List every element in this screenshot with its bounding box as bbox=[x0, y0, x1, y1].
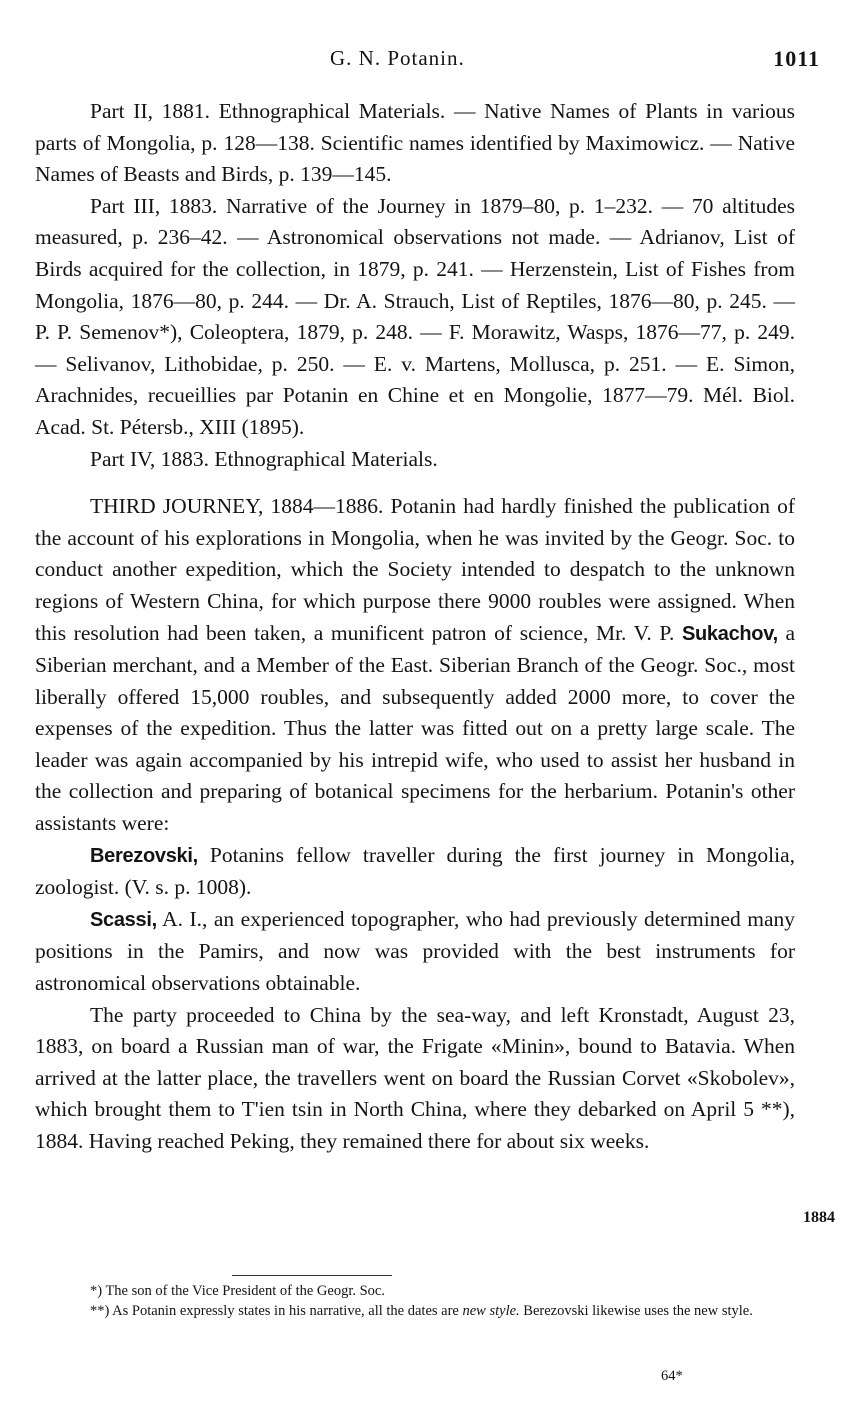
berezovski-text: Potanins fellow traveller during the first journey in Mongolia, zoologist. (V. s. p. 1008). bbox=[35, 842, 795, 900]
footnotes bbox=[35, 1281, 795, 1321]
footnote-rule bbox=[232, 1275, 392, 1276]
paragraph-part-4: Part IV, 1883. Ethnographical Materials. bbox=[90, 446, 438, 471]
third-journey-text-a: THIRD JOURNEY, 1884—1886. Potanin had hardly finished the publication of the account of his explorations in Mongolia, when he was invited by the Geogr. Soc. to conduct another expedition, which the Society intended to despatch to the unknown regions of Western China, for which purpose there 9000 roubles were assigned. When this resolution had been taken, a munificent patron of science, Mr. V. P. bbox=[35, 494, 795, 645]
section-gap bbox=[35, 475, 795, 491]
paragraph-sea-way: The party proceeded to China by the sea-way, and left Kronstadt, August 23, 1883, on board a Russian man of war, the Frigate «Minin», bound to Batavia. When arrived at the latter place, the travellers went on board the Russian Corvet «Skobolev», which brought them to T'ien tsin in North China, where they debarked on April 5 **), 1884. Having reached Peking, they remained there for about six weeks. bbox=[35, 1002, 795, 1153]
footnote-2 bbox=[35, 1301, 795, 1321]
name-berezovski: Berezovski, bbox=[90, 844, 198, 867]
paragraph-third-journey bbox=[35, 491, 795, 840]
third-journey-text-b: a Siberian merchant, and a Member of the East. Siberian Branch of the Geogr. Soc., most liberally offered 15,000 roubles, and subsequently added 2000 more, to cover the expenses of the expedition. Thus the latter was fitted out on a pretty large scale. The leader was again accompanied by his intrepid wife, who used to assist her husband in the collection and preparing of botanical specimens for the herbarium. Potanin's other assistants were: bbox=[35, 620, 795, 836]
running-header bbox=[0, 46, 850, 76]
footnote-2-text-a: **) As Potanin expressly states in his narrative, all the dates are bbox=[90, 1303, 463, 1319]
name-sukachov: Sukachov, bbox=[681, 622, 778, 645]
paragraph-scassi bbox=[35, 904, 795, 1000]
paragraph-part-3: Part III, 1883. Narrative of the Journey in 1879–80, p. 1–232. — 70 altitudes measured, p. 236–42. — Astronomical observations not made. — Adrianov, List of Birds acquired for the collection, in 1879, p. 241. — Herzenstein, List of Fishes from Mongolia, 1876—80, p. 244. — Dr. A. Strauch, List of Reptiles, 1876—80, p. 245. — P. P. Semenov*), Coleoptera, 1879, p. 248. — F. Morawitz, Wasps, 1876—77, p. 249. — Selivanov, Lithobidae, p. 250. — E. v. Martens, Mollusca, p. 251. — E. Simon, Arachnides, recueillies par Potanin en Chine et en Mongolie, 1877—79. Mél. Biol. Acad. St. Pétersb., XIII (1895). bbox=[35, 193, 795, 439]
footnote-2-text-c: Berezovski likewise uses the new style. bbox=[519, 1303, 753, 1319]
footnote-1: *) The son of the Vice President of the Geogr. Soc. bbox=[90, 1283, 385, 1299]
paragraph-berezovski bbox=[35, 840, 795, 904]
margin-year-note: 1884 bbox=[803, 1209, 835, 1226]
signature-mark: 64* bbox=[661, 1368, 683, 1384]
running-title: G. N. Potanin. bbox=[330, 46, 465, 70]
name-scassi: Scassi, bbox=[90, 908, 157, 931]
main-text bbox=[35, 96, 795, 1158]
paragraph-part-2: Part II, 1881. Ethnographical Materials. — Native Names of Plants in various parts of Mongolia, p. 128—138. Scientific names identified by Maximowicz. — Native Names of Beasts and Birds, p. 139—145. bbox=[35, 99, 795, 187]
scassi-text: A. I., an experienced topographer, who had previously determined many positions in the Pamirs, and now was provided with the best instruments for astronomical observations obtainable. bbox=[35, 906, 795, 996]
page-number: 1011 bbox=[773, 46, 820, 71]
footnote-2-italic: new style. bbox=[462, 1303, 520, 1319]
